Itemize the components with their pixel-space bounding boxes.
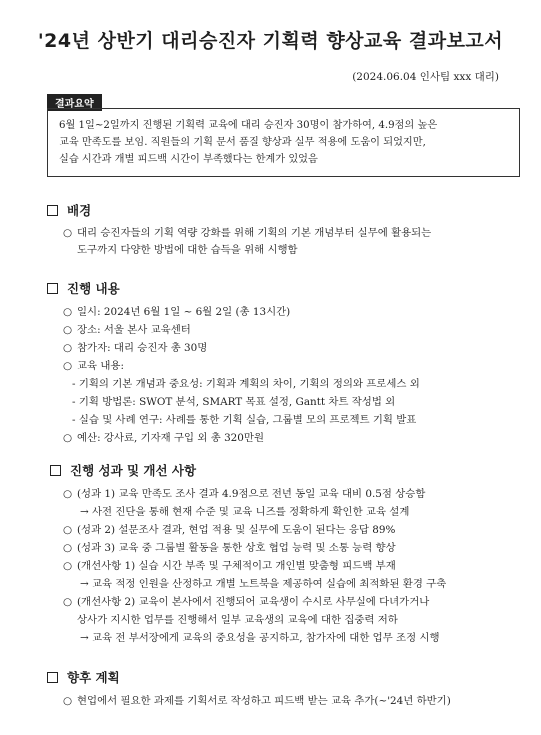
section-progress-heading: 진행 내용 bbox=[47, 279, 120, 297]
summary-line: 6월 1일~2일까지 진행된 기획력 교육에 대리 승진자 30명이 참가하여, 4.9점의 높은 bbox=[59, 120, 438, 131]
progress-budget: ○ 예산: 강사료, 기자재 구입 외 총 320만원 bbox=[63, 432, 264, 444]
result-item: ○ (성과 2) 설문조사 결과, 현업 적용 및 실무에 도움이 된다는 응답 89% bbox=[63, 524, 396, 536]
background-item-cont: 도구까지 다양한 방법에 대한 습득을 위해 시행함 bbox=[77, 244, 298, 256]
author-date: (2024.06.04 인사팀 xxx 대리) bbox=[352, 71, 499, 83]
summary-box bbox=[47, 108, 520, 177]
summary-line: 교육 만족도를 보임. 직원들의 기획 문서 품질 향상과 실무 적용에 도움이 되었지만, bbox=[59, 137, 426, 148]
square-bullet-icon bbox=[47, 205, 58, 216]
square-bullet-icon bbox=[47, 672, 58, 683]
progress-content-label: ○ 교육 내용: bbox=[63, 360, 124, 372]
section-results-heading: 진행 성과 및 개선 사항 bbox=[50, 461, 196, 479]
improvement-item: ○ (개선사항 1) 실습 시간 부족 및 구체적이고 개인별 맞춤형 피드백 부재 bbox=[63, 560, 396, 572]
progress-content-item: - 기획 방법론: SWOT 분석, SMART 목표 설정, Gantt 차트 작성법 외 bbox=[72, 396, 396, 408]
progress-content-item: - 기획의 기본 개념과 중요성: 기획과 계획의 차이, 기획의 정의와 프로세스 외 bbox=[72, 378, 420, 390]
improvement-sub-item: → 교육 전 부서장에게 교육의 중요성을 공지하고, 참가자에 대한 업무 조정 시행 bbox=[80, 632, 440, 644]
progress-place: ○ 장소: 서울 본사 교육센터 bbox=[63, 324, 191, 336]
result-item: ○ (성과 1) 교육 만족도 조사 결과 4.9점으로 전년 동일 교육 대비 0.5점 상승함 bbox=[63, 488, 426, 500]
report-title: '24년 상반기 대리승진자 기획력 향상교육 결과보고서 bbox=[37, 30, 504, 52]
summary-line: 실습 시간과 개별 피드백 시간이 부족했다는 한계가 있었음 bbox=[59, 154, 318, 165]
summary-badge: 결과요약 bbox=[47, 94, 102, 111]
improvement-item-cont: 상사가 지시한 업무를 진행해서 일부 교육생의 교육에 대한 집중력 저하 bbox=[77, 614, 398, 626]
progress-date: ○ 일시: 2024년 6월 1일 ~ 6월 2일 (총 13시간) bbox=[63, 306, 291, 318]
progress-participants: ○ 참가자: 대리 승진자 총 30명 bbox=[63, 342, 208, 354]
section-plan-heading: 향후 계획 bbox=[47, 668, 120, 686]
progress-content-item: - 실습 및 사례 연구: 사례를 통한 기획 실습, 그룹별 모의 프로젝트 기획 발표 bbox=[72, 414, 417, 426]
improvement-item: ○ (개선사항 2) 교육이 본사에서 진행되어 교육생이 수시로 사무실에 다녀가거나 bbox=[63, 596, 430, 608]
improvement-sub-item: → 교육 적정 인원을 산정하고 개별 노트북을 제공하여 실습에 최적화된 환경 구축 bbox=[80, 578, 447, 590]
section-background-heading: 배경 bbox=[47, 201, 91, 219]
square-bullet-icon bbox=[50, 465, 61, 476]
result-sub-item: → 사전 진단을 통해 현재 수준 및 교육 니즈를 정확하게 확인한 교육 설계 bbox=[80, 506, 410, 518]
plan-item: ○ 현업에서 필요한 과제를 기획서로 작성하고 피드백 받는 교육 추가(~'24년 하반기) bbox=[63, 695, 451, 707]
result-item: ○ (성과 3) 교육 중 그룹별 활동을 통한 상호 협업 능력 및 소통 능력 향상 bbox=[63, 542, 396, 554]
square-bullet-icon bbox=[47, 283, 58, 294]
background-item: ○ 대리 승진자들의 기획 역량 강화를 위해 기획의 기본 개념부터 실무에 활용되는 bbox=[63, 227, 432, 239]
